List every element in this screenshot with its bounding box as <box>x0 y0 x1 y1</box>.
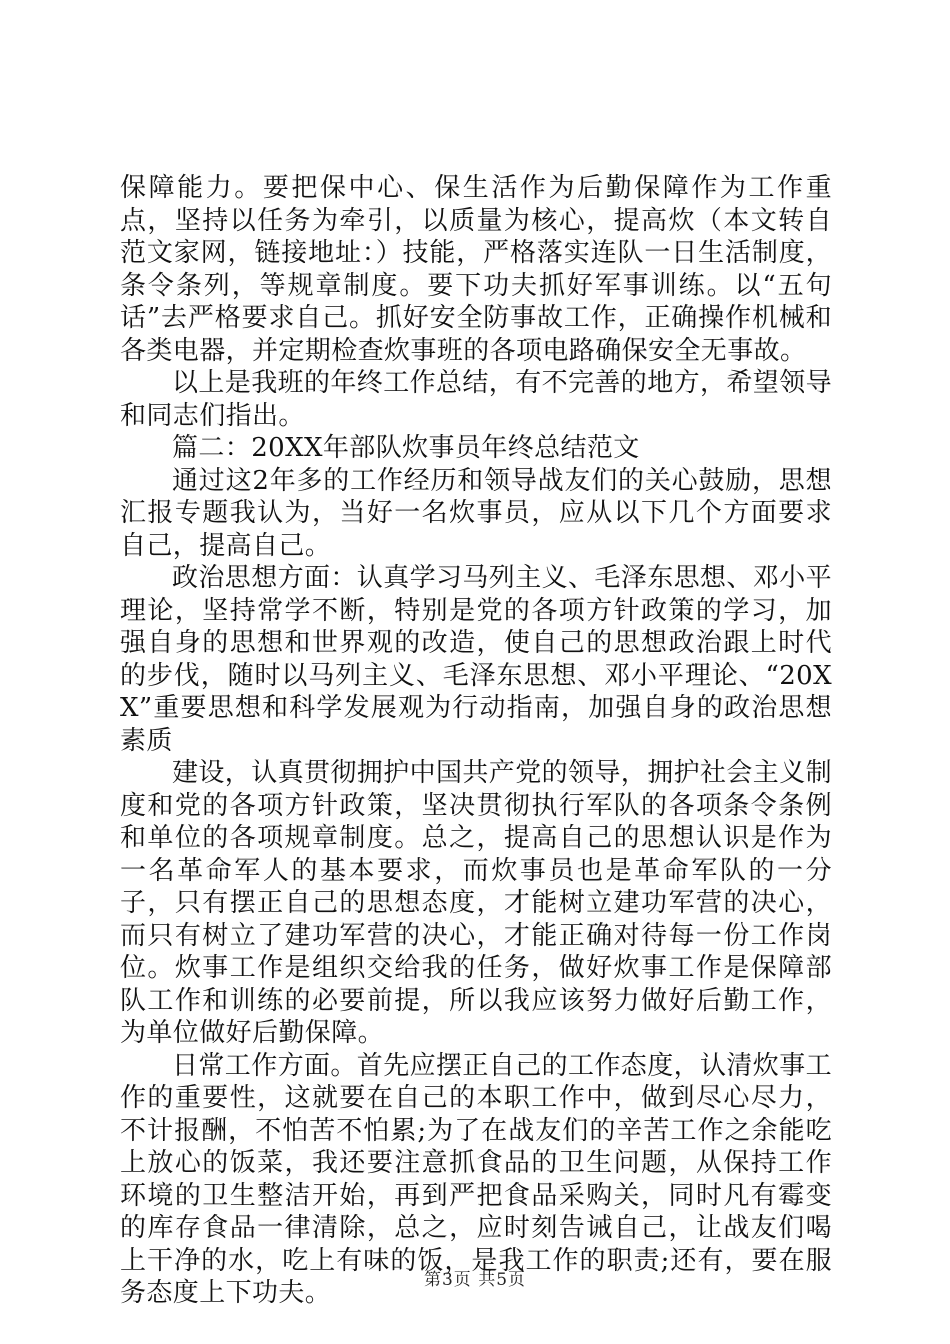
paragraph-6: 日常工作方面。首先应摆正自己的工作态度，认清炊事工作的重要性，这就要在自己的本职工作中，做到尽心尽力，不计报酬，不怕苦不怕累;为了在战友们的辛苦工作之余能吃上放心的饭菜，我还要注意抓食品的卫生问题，从保持工作环境的卫生整洁开始，再到严把食品采购关，同时凡有霉变的库存食品一律清除，总之，应时刻告诫自己，让战友们喝上干净的水，吃上有味的饭，是我工作的职责;还有，要在服务态度上下功夫。 <box>120 1050 833 1308</box>
paragraph-1: 保障能力。要把保中心、保生活作为后勤保障作为工作重点，坚持以任务为牵引，以质量为核心，提高炊（本文转自范文家网，链接地址：）技能，严格落实连队一日生活制度，条令条列，等规章制度。要下功夫抓好军事训练。以“五句话”去严格要求自己。抓好安全防事故工作，正确操作机械和各类电器，并定期检查炊事班的各项电路确保安全无事故。 <box>120 173 832 366</box>
paragraph-3: 通过这2年多的工作经历和领导战友们的关心鼓励，思想汇报专题我认为，当好一名炊事员，应从以下几个方面要求自己，提高自己。 <box>120 465 832 561</box>
section-heading: 篇二：20XX年部队炊事员年终总结范文 <box>172 433 640 463</box>
paragraph-2: 以上是我班的年终工作总结，有不完善的地方，希望领导和同志们指出。 <box>120 368 833 431</box>
page-number-footer: 第3页 共5页 <box>423 1270 527 1290</box>
paragraph-5: 建设，认真贯彻拥护中国共产党的领导，拥护社会主义制度和党的各项方针政策，坚决贯彻执行军队的各项条令条例和单位的各项规章制度。总之，提高自己的思想认识是作为一名革命军人的基本要求，而炊事员也是革命军队的一分子，只有摆正自己的思想态度，才能树立建功军营的决心，而只有树立了建功军营的决心，才能正确对待每一份工作岗位。炊事工作是组织交给我的任务，做好炊事工作是保障部队工作和训练的必要前提，所以我应该努力做好后勤工作，为单位做好后勤保障。 <box>120 758 833 1048</box>
paragraph-4: 政治思想方面：认真学习马列主义、毛泽东思想、邓小平理论，坚持常学不断，特别是党的各项方针政策的学习，加强自身的思想和世界观的改造，使自己的思想政治跟上时代的步伐，随时以马列主义、毛泽东思想、邓小平理论、“20XX”重要思想和科学发展观为行动指南，加强自身的政治思想素质 <box>120 563 833 756</box>
document-body <box>120 172 832 1310</box>
